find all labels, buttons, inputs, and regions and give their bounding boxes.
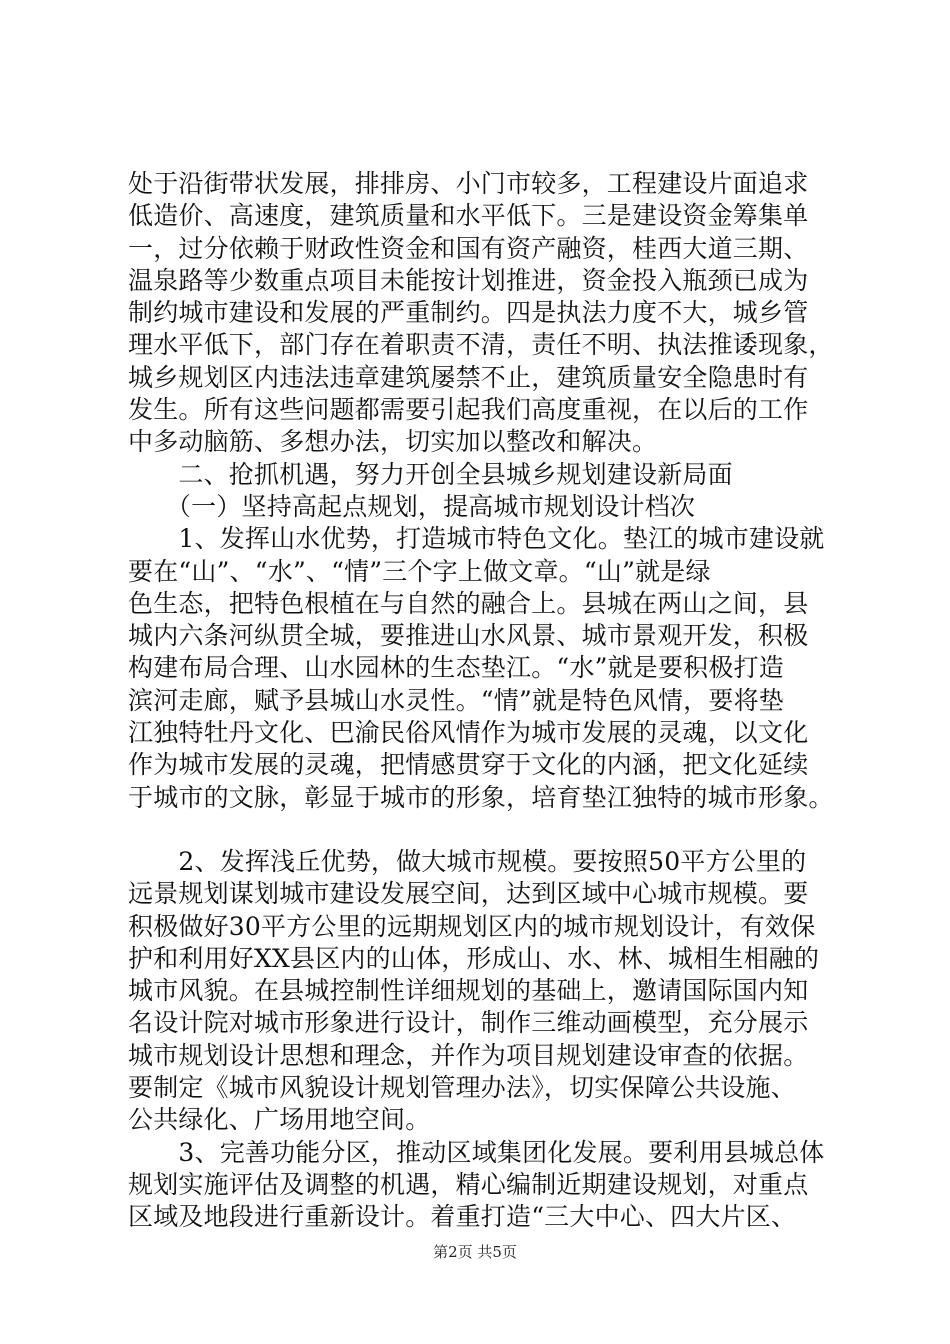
text-line: 中多动脑筋、多想办法，切实加以整改和解决。: [128, 427, 658, 457]
text-line: 低造价、高速度，建筑质量和水平低下。三是建设资金筹集单: [128, 201, 809, 231]
text-line: 一，过分依赖于财政性资金和国有资产融资，桂西大道三期、: [128, 233, 809, 263]
text-line: 3、完善功能分区，推动区域集团化发展。要利用县城总体: [128, 1137, 825, 1167]
text-line: 色生态，把特色根植在与自然的融合上。县城在两山之间，县: [128, 588, 809, 618]
section-heading: 二、抢抓机遇，努力开创全县城乡规划建设新局面: [128, 459, 733, 489]
text-line: 要制定《城市风貌设计规划管理办法》，切实保障公共设施、: [128, 1073, 796, 1103]
text-line: 1、发挥山水优势，打造城市特色文化。垫江的城市建设就: [128, 524, 825, 554]
text-line: 积极做好30平方公里的远期规划区内的城市规划设计，有效保: [128, 911, 816, 941]
text-line: 温泉路等少数重点项目未能按计划推进，资金投入瓶颈已成为: [128, 265, 809, 295]
text-line: 滨河走廊，赋予县城山水灵性。“情”就是特色风情，要将垫: [128, 685, 784, 715]
text-line: 城乡规划区内违法违章建筑屡禁不止，建筑质量安全隐患时有: [128, 362, 809, 392]
text-line: 构建布局合理、山水园林的生态垫江。“水”就是要积极打造: [128, 653, 784, 683]
text-line: 要在“山”、“水”、“情”三个字上做文章。“山”就是绿: [128, 556, 711, 586]
text-line: 区域及地段进行重新设计。着重打造“三大中心、四大片区、: [128, 1202, 797, 1232]
text-line: 规划实施评估及调整的机遇，精心编制近期建设规划，对重点: [128, 1169, 809, 1199]
text-line: 理水平低下，部门存在着职责不清，责任不明、执法推诿现象，: [128, 330, 834, 360]
text-line: 江独特牡丹文化、巴渝民俗风情作为城市发展的灵魂，以文化: [128, 718, 809, 748]
text-line: 制约城市建设和发展的严重制约。四是执法力度不大，城乡管: [128, 298, 809, 328]
text-line: 发生。所有这些问题都需要引起我们高度重视，在以后的工作: [128, 395, 809, 425]
text-line: 城市风貌。在县城控制性详细规划的基础上，邀请国际国内知: [128, 976, 809, 1006]
text-line: 作为城市发展的灵魂，把情感贯穿于文化的内涵，把文化延续: [128, 750, 809, 780]
text-line: 2、发挥浅丘优势，做大城市规模。要按照50平方公里的: [128, 846, 807, 876]
text-line: 于城市的文脉，彰显于城市的形象，培育垫江独特的城市形象。: [128, 782, 834, 812]
page-footer: 第2页 共5页: [433, 1243, 517, 1261]
subsection-heading: （一）坚持高起点规划，提高城市规划设计档次: [128, 491, 696, 521]
text-line: 城市规划设计思想和理念，并作为项目规划建设审查的依据。: [128, 1040, 809, 1070]
text-line: 护和利用好XX县区内的山体，形成山、水、林、城相生相融的: [128, 943, 820, 973]
text-line: 公共绿化、广场用地空间。: [128, 1105, 431, 1135]
body-text: [128, 168, 834, 1234]
paragraph-gap: [128, 814, 828, 846]
text-line: 城内六条河纵贯全城，要推进山水风景、城市景观开发，积极: [128, 621, 809, 651]
text-line: 远景规划谋划城市建设发展空间，达到区域中心城市规模。要: [128, 879, 809, 909]
text-line: 处于沿街带状发展，排排房、小门市较多，工程建设片面追求: [128, 169, 809, 198]
text-line: 名设计院对城市形象进行设计，制作三维动画模型，充分展示: [128, 1008, 809, 1038]
